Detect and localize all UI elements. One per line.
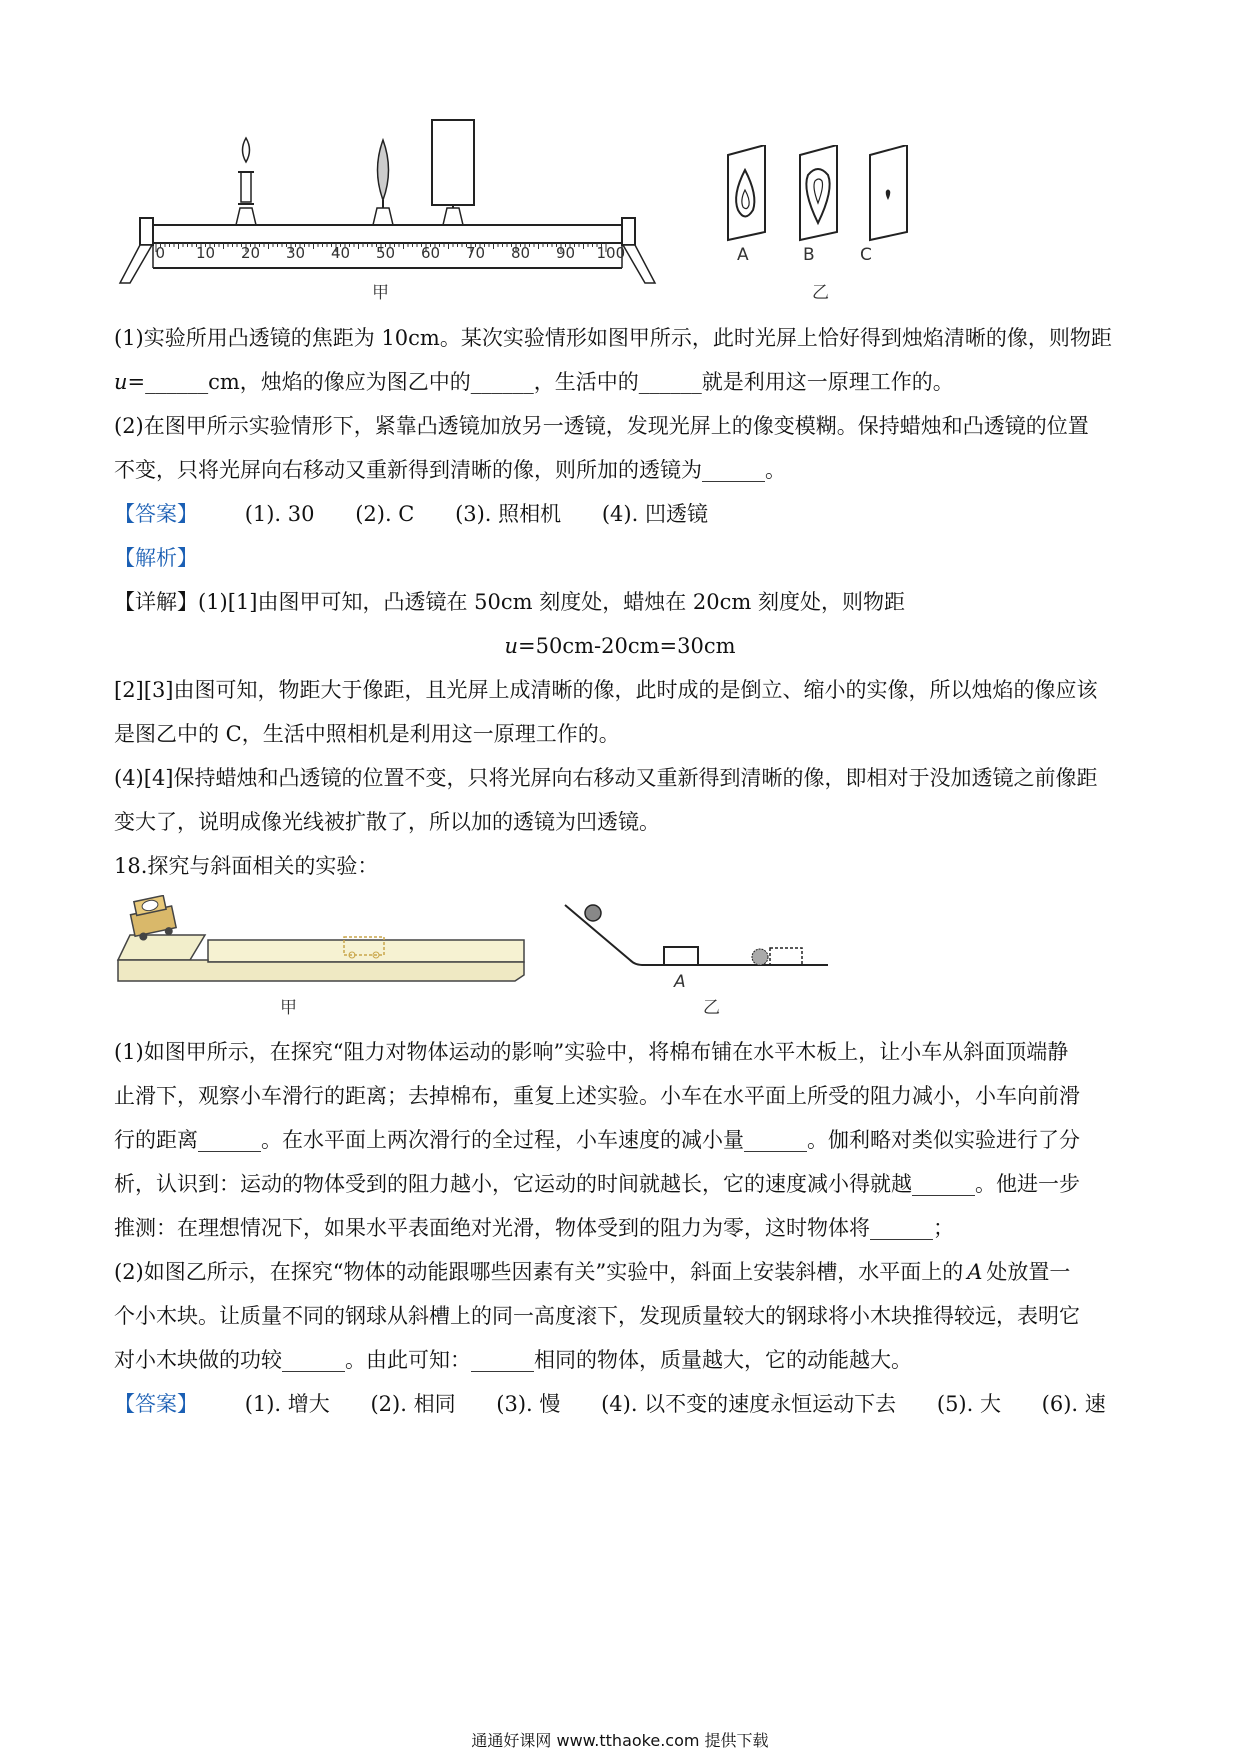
q18-answer-row (114, 1389, 1134, 1419)
q18-p1-line3: 行的距离______。在水平面上两次滑行的全过程，小车速度的减小量______。伽利略对类似实验进行了分 (114, 1128, 1080, 1152)
image-label-b: B (803, 245, 815, 265)
ruler-tick-label: 80 (511, 244, 531, 262)
ruler-tick-label: 100 (596, 244, 626, 262)
answer-item: (5). 大 (936, 1392, 1001, 1416)
ruler-tick-label: 50 (376, 244, 396, 262)
answer-tag: 【答案】 (114, 1392, 198, 1416)
q18-p2-line1-b: 处放置一 (986, 1260, 1071, 1284)
answer-item: (1). 30 (244, 502, 315, 526)
answer-item: (2). C (355, 502, 415, 526)
ruler-tick-label: 10 (196, 244, 216, 262)
answer-item: (2). 相同 (370, 1392, 456, 1416)
q18-title: 18.探究与斜面相关的实验： (114, 854, 379, 878)
formula-var: u (504, 634, 519, 658)
detail-line4: (4)[4]保持蜡烛和凸透镜的位置不变，只将光屏向右移动又重新得到清晰的像，即相对于没加透镜之前像距 (114, 766, 1098, 790)
footer-source: 通通好课网 www.tthaoke.com 提供下载 (471, 1731, 769, 1750)
answer-item: (4). 凹透镜 (601, 502, 708, 526)
q18-p2-line3: 对小木块做的功较______。由此可知：______相同的物体，质量越大，它的动能越大。 (114, 1348, 912, 1372)
q18-p2-line1 (114, 1257, 1134, 1287)
caption-yi: 乙 (812, 283, 829, 303)
answer-item: (3). 照相机 (455, 502, 562, 526)
q17-p1-line2-text: =______cm，烛焰的像应为图乙中的______，生活中的______就是利用这一原理工作的。 (127, 370, 954, 394)
q17-p2-line2: 不变，只将光屏向右移动又重新得到清晰的像，则所加的透镜为______。 (114, 458, 786, 482)
ruler-tick-label: 90 (556, 244, 576, 262)
ruler-tick-label: 0 (155, 244, 166, 262)
answer-item: (6). 速 (1041, 1392, 1106, 1416)
image-label-c: C (860, 245, 872, 265)
image-cards-figure (720, 145, 920, 245)
q17-answer-row (114, 499, 1134, 529)
analysis-tag: 【解析】 (114, 546, 198, 570)
caption-jia: 甲 (372, 283, 389, 303)
image-label-a: A (737, 245, 749, 265)
q18-caption-yi: 乙 (703, 998, 720, 1018)
ruler-tick-label: 30 (286, 244, 306, 262)
q18-p1-line2: 止滑下，观察小车滑行的距离；去掉棉布，重复上述实验。小车在水平面上所受的阻力减小，小车向前滑 (114, 1084, 1080, 1108)
formula-text: =50cm-20cm=30cm (518, 634, 736, 658)
detail-line5: 变大了，说明成像光线被扩散了，所以加的透镜为凹透镜。 (114, 810, 660, 834)
ruler-tick-label: 60 (421, 244, 441, 262)
ruler-tick-label: 40 (331, 244, 351, 262)
detail-line1: 【详解】(1)[1]由图甲可知，凸透镜在 50cm 刻度处，蜡烛在 20cm 刻度处，则物距 (114, 590, 905, 614)
formula (0, 631, 1240, 661)
q18-caption-jia: 甲 (280, 998, 297, 1018)
detail-line3: 是图乙中的 C，生活中照相机是利用这一原理工作的。 (114, 722, 620, 746)
point-a-label: A (674, 972, 686, 992)
ruler-tick-label: 70 (466, 244, 486, 262)
q18-p1-line4: 析，认识到：运动的物体受到的阻力越小，它运动的时间就越长，它的速度减小得就越______。他进一步 (114, 1172, 1080, 1196)
detail-line2: [2][3]由图可知，物距大于像距，且光屏上成清晰的像，此时成的是倒立、缩小的实像，所以烛焰的像应该 (114, 678, 1098, 702)
q17-p1-line2 (114, 367, 1134, 397)
var-a: A (967, 1260, 983, 1284)
q18-p1-line5: 推测：在理想情况下，如果水平表面绝对光滑，物体受到的阻力为零，这时物体将______； (114, 1216, 954, 1240)
cart-incline-figure (110, 895, 530, 995)
answer-item: (3). 慢 (496, 1392, 561, 1416)
q17-p1-line1: (1)实验所用凸透镜的焦距为 10cm。某次实验情形如图甲所示，此时光屏上恰好得到烛焰清晰的像，则物距 (114, 326, 1112, 350)
answer-item: (4). 以不变的速度永恒运动下去 (601, 1392, 897, 1416)
q18-p1-line1: (1)如图甲所示，在探究“阻力对物体运动的影响”实验中，将棉布铺在水平木板上，让小车从斜面顶端静 (114, 1040, 1069, 1064)
optical-bench-figure (110, 100, 740, 330)
q18-p2-line1-a: (2)如图乙所示，在探究“物体的动能跟哪些因素有关”实验中，斜面上安装斜槽，水平面上的 (114, 1260, 964, 1284)
q17-p2-line1: (2)在图甲所示实验情形下，紧靠凸透镜加放另一透镜，发现光屏上的像变模糊。保持蜡烛和凸透镜的位置 (114, 414, 1089, 438)
answer-item: (1). 增大 (244, 1392, 330, 1416)
answer-tag: 【答案】 (114, 502, 198, 526)
q18-p2-line2: 个小木块。让质量不同的钢球从斜槽上的同一高度滚下，发现质量较大的钢球将小木块推得较远，表明它 (114, 1304, 1080, 1328)
ruler-tick-label: 20 (241, 244, 261, 262)
var-u: u (114, 370, 128, 394)
ball-slope-figure (560, 895, 840, 975)
